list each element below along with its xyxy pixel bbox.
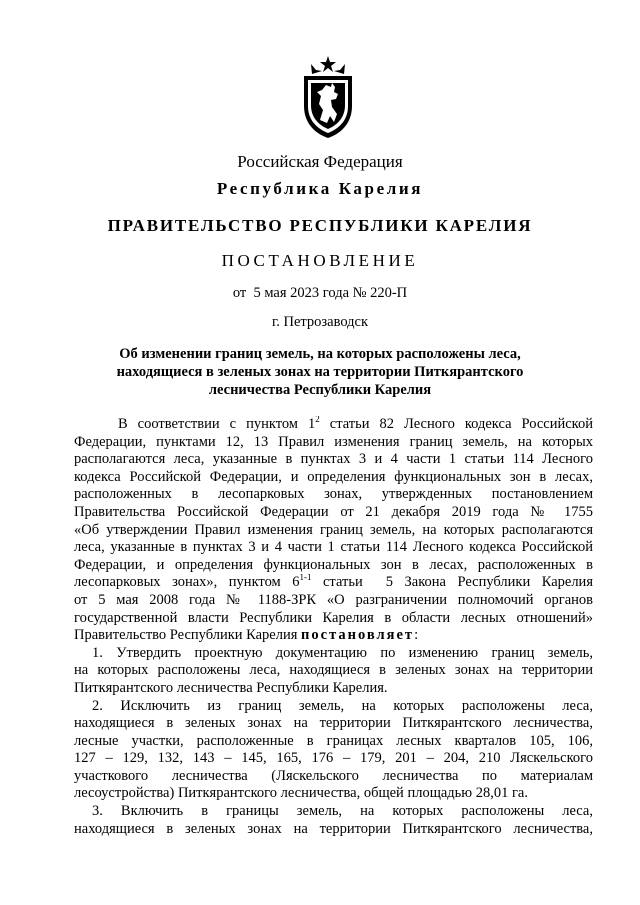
item-1-line: 1. Утвердить проектную документацию по изменению границ земель, (92, 644, 593, 661)
text-span: Правительство Республики Карелия (74, 627, 302, 644)
preamble-line: расположенных в лесопарковых зонах, утвержденных постановлением (74, 486, 593, 503)
item-2-line: находящиеся в зеленых зонах на территории Питкярантского лесничества, (74, 715, 593, 732)
item-2-line: лесоустройства) Питкярантского лесничества, общей площадью 28,01 га. (74, 785, 528, 802)
document-body (74, 416, 593, 838)
item-2-line: 2. Исключить из границ земель, на которых расположены леса, (92, 697, 593, 714)
preamble-line (74, 627, 593, 645)
preamble-line (74, 574, 593, 592)
text-span: В соответствии с пунктом 1 (118, 416, 316, 432)
item-2-line: лесные участки, расположенные в границах лесных кварталов 105, 106, (74, 732, 593, 749)
preamble-line: Федерации, пунктами 12, 13 Правил изменения границ земель, на которых (74, 433, 593, 450)
title-line: Об изменении границ земель, на которых расположены леса, (119, 346, 521, 362)
text-span: лесопарковых зонах», пунктом 6 (74, 574, 300, 591)
item-2-line: участкового лесничества (Ляскельского лесничества по материалам (74, 767, 593, 784)
resolves-word: постановляет (301, 627, 415, 644)
title-line: находящиеся в зеленых зонах на территории Питкярантского (116, 363, 524, 380)
document-title (80, 346, 560, 399)
karelia-coat-of-arms (298, 54, 358, 140)
country-name: Российская Федерация (237, 152, 403, 171)
item-3-line: находящиеся в зеленых зонах на территории Питкярантского лесничества, (74, 820, 593, 837)
government-name: ПРАВИТЕЛЬСТВО РЕСПУБЛИКИ КАРЕЛИЯ (107, 216, 533, 235)
superscript: 2 (315, 416, 320, 424)
preamble-line: Федерации, и определения функциональных зон в лесах, расположенных в (74, 556, 593, 573)
document-type: ПОСТАНОВЛЕНИЕ (221, 251, 419, 270)
preamble-line: государственной власти Республики Карелия в области лесных отношений» (74, 609, 593, 626)
preamble-line: Правительства Российской Федерации от 21 декабря 2019 года № 1755 (74, 503, 593, 520)
text-span: : (414, 627, 419, 644)
document-city: г. Петрозаводск (271, 314, 369, 330)
item-2-line: 127 – 129, 132, 143 – 145, 165, 176 – 179, 201 – 204, 210 Ляскельского (74, 750, 593, 767)
superscript: 1-1 (299, 574, 312, 583)
item-1-line: на которых расположены леса, находящиеся в зеленых зонах на территории (74, 662, 593, 679)
preamble-line: располагаются леса, указанные в пунктах 3 и 4 части 1 статьи 114 Лесного (74, 451, 593, 468)
republic-name: Республика Карелия (216, 179, 424, 198)
text-span: статьи 82 Лесного кодекса Российской (319, 416, 593, 432)
title-line: лесничества Республики Карелия (208, 381, 432, 398)
text-span: статьи 5 Закона Республики Карелия (311, 574, 593, 591)
item-1-line: Питкярантского лесничества Республики Карелия. (74, 679, 388, 696)
preamble-line: леса, указанные в пунктах 3 и 4 части 1 статьи 114 Лесного кодекса Российской (74, 539, 593, 556)
document-date-number: от 5 мая 2023 года № 220-П (232, 285, 408, 301)
preamble-line: кодекса Российской Федерации, и определения функциональных зон в лесах, (74, 468, 593, 485)
preamble-line (74, 416, 593, 434)
item-3-line: 3. Включить в границы земель, на которых расположены леса, (92, 803, 593, 820)
preamble-line: «Об утверждении Правил изменения границ земель, на которых располагаются (74, 521, 593, 538)
preamble-line: от 5 мая 2008 года № 1188-ЗРК «О разграничении полномочий органов (74, 591, 593, 608)
